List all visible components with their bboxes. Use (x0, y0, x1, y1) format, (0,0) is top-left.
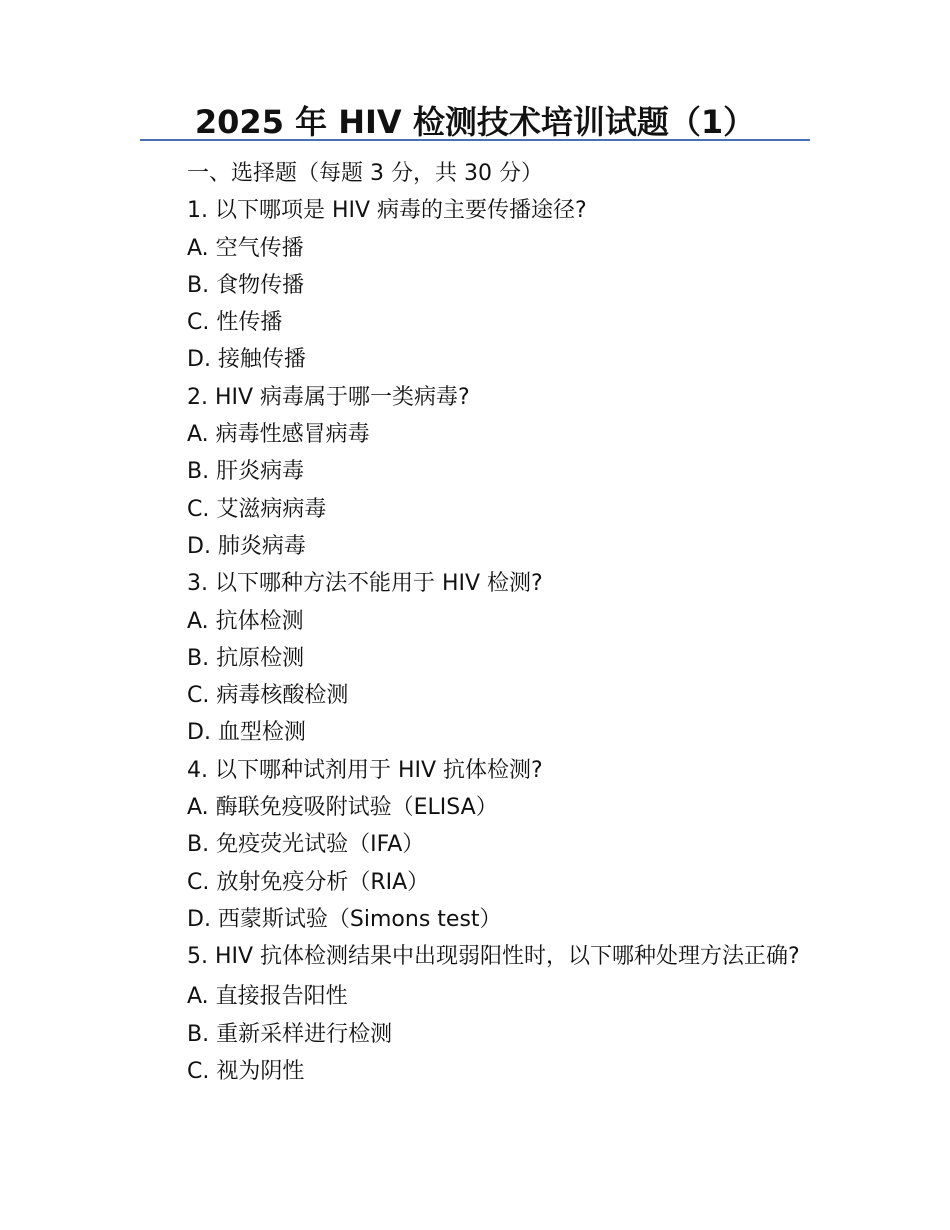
question-5-option-a: A. 直接报告阳性 (187, 984, 348, 1010)
question-1: 1. 以下哪项是 HIV 病毒的主要传播途径? (187, 198, 587, 224)
section-heading: 一、选择题（每题 3 分，共 30 分） (187, 161, 543, 186)
question-1-option-b: B. 食物传播 (187, 272, 305, 298)
title-underline (140, 139, 810, 141)
question-2-option-b: B. 肝炎病毒 (187, 459, 305, 485)
document-title: 2025 年 HIV 检测技术培训试题（1） (194, 103, 756, 141)
question-3-option-c: C. 病毒核酸检测 (187, 683, 349, 709)
question-3-option-b: B. 抗原检测 (187, 645, 305, 671)
question-5: 5. HIV 抗体检测结果中出现弱阳性时，以下哪种处理方法正确? (187, 944, 800, 970)
document-body (140, 155, 810, 1090)
question-1-option-d: D. 接触传播 (187, 347, 306, 373)
question-5-option-c: C. 视为阴性 (187, 1058, 305, 1084)
question-1-option-c: C. 性传播 (187, 310, 283, 336)
question-4: 4. 以下哪种试剂用于 HIV 抗体检测? (187, 757, 543, 783)
question-3-option-d: D. 血型检测 (187, 720, 306, 746)
question-2: 2. HIV 病毒属于哪一类病毒? (187, 384, 470, 410)
question-4-option-c: C. 放射免疫分析（RIA） (187, 869, 430, 895)
question-5-option-b: B. 重新采样进行检测 (187, 1021, 393, 1047)
question-3-option-a: A. 抗体检测 (187, 608, 304, 634)
question-3: 3. 以下哪种方法不能用于 HIV 检测? (187, 571, 543, 597)
question-2-option-a: A. 病毒性感冒病毒 (187, 422, 370, 448)
question-4-option-b: B. 免疫荧光试验（IFA） (187, 832, 425, 858)
question-4-option-a: A. 酶联免疫吸附试验（ELISA） (187, 795, 498, 821)
question-2-option-c: C. 艾滋病病毒 (187, 496, 327, 522)
question-4-option-d: D. 西蒙斯试验（Simons test） (187, 906, 502, 932)
question-1-option-a: A. 空气传播 (187, 235, 304, 261)
question-2-option-d: D. 肺炎病毒 (187, 533, 306, 559)
